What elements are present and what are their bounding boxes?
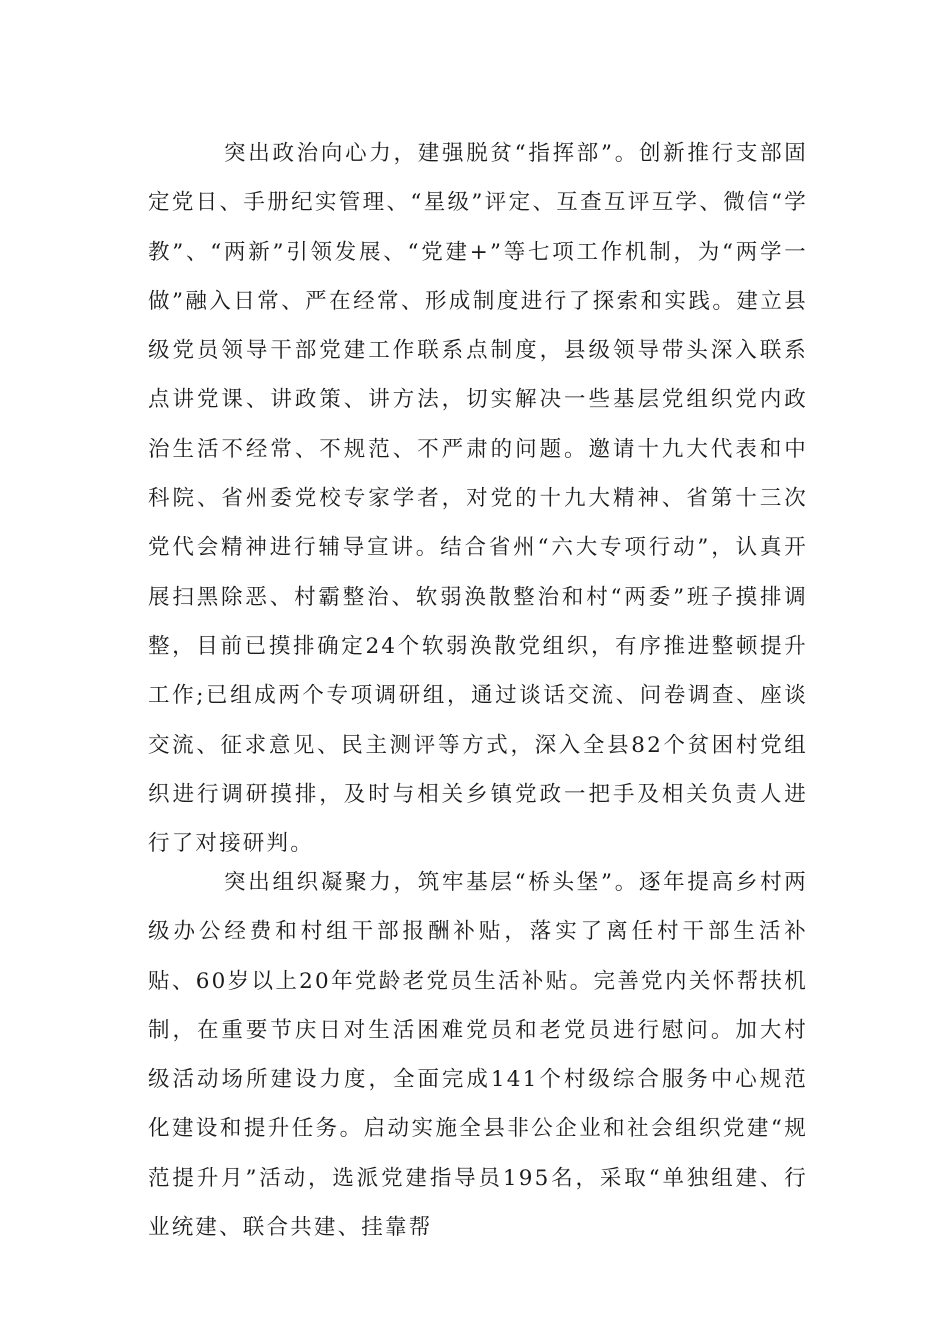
- body-paragraph-1: 突出政治向心力，建强脱贫“指挥部”。创新推行支部固定党日、手册纪实管理、“星级”评定、互查互评互学、微信“学教”、“两新”引领发展、“党建+”等七项工作机制，为“两学一做”融入日常、严在经常、形成制度进行了探索和实践。建立县级党员领导干部党建工作联系点制度，县级领导带头深入联系点讲党课、讲政策、讲方法，切实解决一些基层党组织党内政治生活不经常、不规范、不严肃的问题。邀请十九大代表和中科院、省州委党校专家学者，对党的十九大精神、省第十三次党代会精神进行辅导宣讲。结合省州“六大专项行动”，认真开展扫黑除恶、村霸整治、软弱涣散整治和村“两委”班子摸排调整，目前已摸排确定24个软弱涣散党组织，有序推进整顿提升工作;已组成两个专项调研组，通过谈话交流、问卷调查、座谈交流、征求意见、民主测评等方式，深入全县82个贫困村党组织进行调研摸排，及时与相关乡镇党政一把手及相关负责人进行了对接研判。: [148, 141, 808, 857]
- body-paragraph-2: 突出组织凝聚力，筑牢基层“桥头堡”。逐年提高乡村两级办公经费和村组干部报酬补贴，落实了离任村干部生活补贴、60岁以上20年党龄老党员生活补贴。完善党内关怀帮扶机制，在重要节庆日对生活困难党员和老党员进行慰问。加大村级活动场所建设力度，全面完成141个村级综合服务中心规范化建设和提升任务。启动实施全县非公企业和社会组织党建“规范提升月”活动，选派党建指导员195名，采取“单独组建、行业统建、联合共建、挂靠帮: [148, 870, 808, 1241]
